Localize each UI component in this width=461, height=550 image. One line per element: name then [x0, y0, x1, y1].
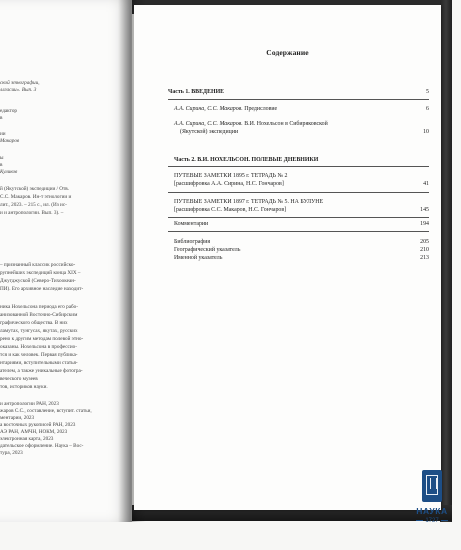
left-text-line: оказаны. Нохельсона в профессио- — [0, 344, 77, 350]
left-text-line: жаров С.С., составление, вступит. статьи, — [0, 408, 92, 414]
toc-entry-line2: [расшифровка С.С. Макаров, Н.С. Гончаров] — [174, 207, 287, 213]
left-text-line: рено к другим методам полевой этно- — [0, 336, 84, 342]
left-text-line: а восточных рукописей РАН, 2023 — [0, 422, 76, 428]
left-text-line: лит., 2023. – 215 с., ил. (Из ис- — [0, 202, 67, 208]
publisher-year: 1727 — [412, 518, 452, 524]
left-text-line: в — [0, 115, 3, 121]
toc-title: Содержание — [266, 48, 309, 57]
left-text-line: дательское оформление. Наука – Вос- — [0, 443, 84, 449]
left-text-line: ы — [0, 155, 4, 161]
left-text-line: АЭ РАН, АМЧН, НОКМ, 2023 — [0, 429, 68, 435]
left-text-line: ника Нохельсона периода его рабо- — [0, 304, 78, 310]
toc-entry-page: 10 — [423, 129, 429, 135]
toc-commentary-label: Комментарии — [174, 221, 209, 227]
left-text-line: анизованной Восточно-Сибирским — [0, 312, 78, 318]
left-text-line: ллгасии». Вып. 3 — [0, 87, 37, 93]
toc-commentary-page: 194 — [420, 221, 429, 227]
toc-entry: ПУТЕВЫЕ ЗАМЕТКИ 1895 г. ТЕТРАДЬ № 2 — [174, 173, 288, 179]
toc-entry-authors: А.А. Сирина, С.С. Макаров. — [174, 106, 243, 112]
left-text-line: ПИ). Его архивное наследие находит- — [0, 286, 84, 292]
left-text-line: Джугджуской (Северо-Тихоокеан- — [0, 278, 76, 284]
left-text-line: тов, историков науки. — [0, 384, 48, 390]
toc-backmatter-label: Библиография — [174, 239, 211, 245]
left-text-line: электронная карта, 2023 — [0, 436, 54, 442]
toc-entry-page: 41 — [423, 181, 429, 187]
toc-part1-page: 5 — [426, 89, 429, 95]
toc-backmatter-page: 213 — [420, 255, 429, 261]
left-text-line: – признанный классик российско- — [0, 262, 76, 268]
toc-entry: ПУТЕВЫЕ ЗАМЕТКИ 1897 г. ТЕТРАДЬ № 5. НА БУЛУНЕ — [174, 199, 324, 205]
left-page — [0, 0, 132, 522]
left-text-line: ламутах, тунгусах, якутах, русских — [0, 328, 78, 334]
toc-part2-label: Часть 2. В.И. НОХЕЛЬСОН. ПОЛЕВЫЕ ДНЕВНИКИ — [174, 157, 319, 163]
toc-entry — [174, 120, 328, 128]
left-text-line: й (Якутской) экспедиции / Отв. — [0, 186, 70, 192]
left-text-line: рупнейших экспедиций конца XIX – — [0, 270, 81, 276]
left-text-line: и и антропологии. Вып. 3). – — [0, 210, 64, 216]
left-text-line: тура, 2023 — [0, 450, 23, 456]
publisher-logo — [412, 470, 452, 540]
left-text-line: ателем, а также уникальные фотогра- — [0, 368, 83, 374]
left-text-line: нтариями, вступительными статья- — [0, 360, 78, 366]
left-text-line: ской этнографии, — [0, 80, 40, 86]
book-cover-spine-edge — [440, 0, 452, 522]
toc-entry — [174, 105, 277, 113]
toc-entry-authors: А.А. Сирина, С.С. Макаров. — [174, 121, 243, 127]
left-text-line: Макаров — [0, 138, 20, 144]
toc-divider — [168, 192, 429, 193]
toc-entry-title: Предисловие — [242, 106, 278, 112]
left-text-line: Куликов — [0, 169, 18, 175]
toc-entry-line2: [расшифровка А.А. Сирина, Н.С. Гончаров] — [174, 181, 284, 187]
toc-backmatter-label: Именной указатель — [174, 255, 223, 261]
toc-divider — [168, 99, 429, 100]
left-text-line: тся и как человек. Первая публика- — [0, 352, 78, 358]
toc-backmatter-page: 205 — [420, 239, 429, 245]
left-text-line: ментарии, 2023 — [0, 415, 35, 421]
right-page-contents — [134, 5, 441, 510]
toc-entry-page: 6 — [426, 106, 429, 112]
publisher-emblem-icon — [422, 470, 442, 502]
left-text-line: графического общества. В них — [0, 320, 68, 326]
left-text-line: ии — [0, 131, 6, 137]
left-text-line: С.С. Макаров. Ин-т этнологии и — [0, 194, 72, 200]
toc-part1-label: Часть 1. ВВЕДЕНИЕ — [168, 89, 225, 95]
toc-entry-title-cont: (Якутской) экспедиции — [180, 129, 239, 135]
toc-entry-page: 145 — [420, 207, 429, 213]
toc-divider — [168, 166, 429, 167]
toc-backmatter-page: 210 — [420, 247, 429, 253]
toc-entry-title: В.И. Нохельсон в Сибиряковской — [242, 121, 328, 127]
left-text-line: едактор — [0, 108, 18, 114]
toc-divider — [168, 231, 429, 232]
left-text-line: в — [0, 162, 3, 168]
toc-backmatter-label: Географический указатель — [174, 247, 241, 253]
left-text-line: и антропологии РАН, 2023 — [0, 401, 59, 407]
left-text-line: веческого музеев — [0, 376, 38, 382]
toc-divider — [168, 217, 429, 218]
publisher-name: НАУКА — [416, 506, 448, 516]
